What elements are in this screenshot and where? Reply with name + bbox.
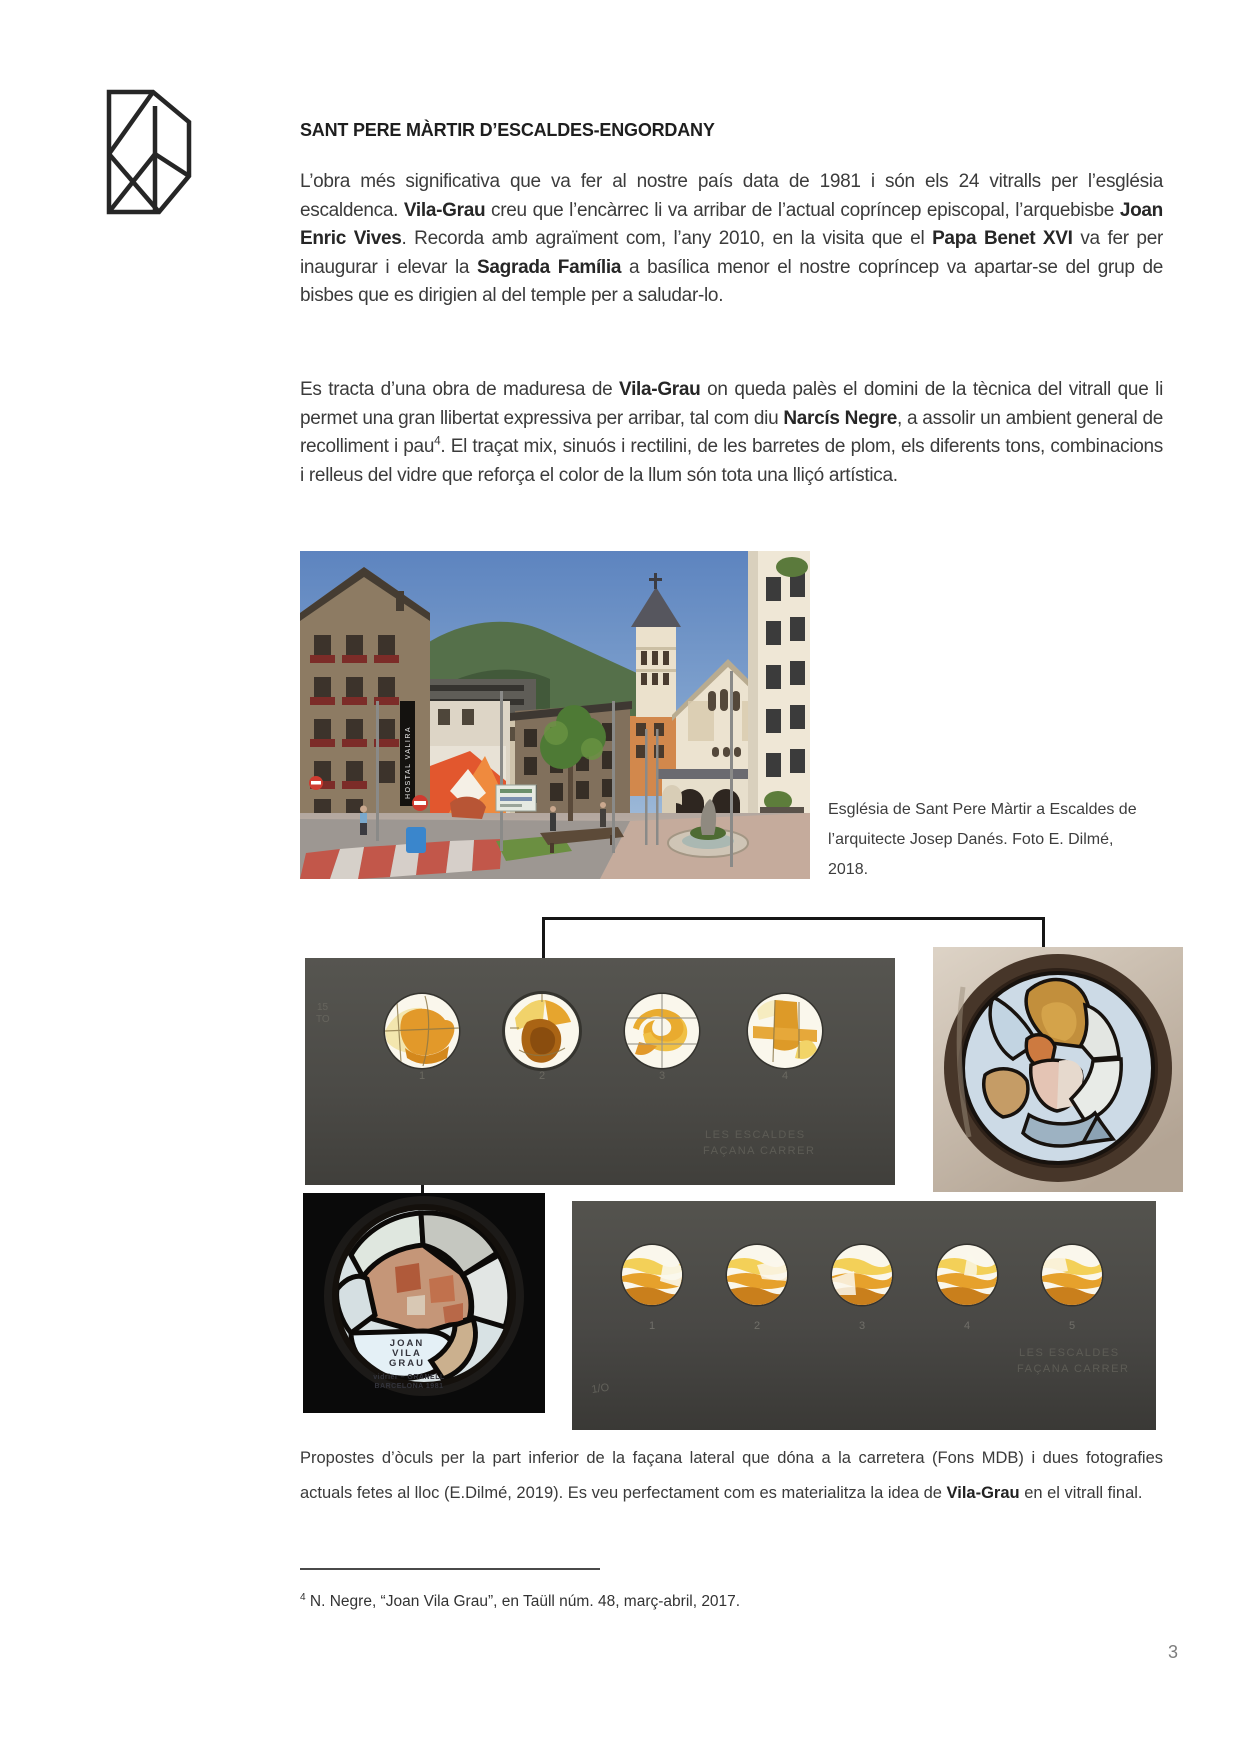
- window-signature-sub: vidrier – GRANELL: [373, 1374, 445, 1381]
- sketch-number: 1: [419, 1070, 426, 1082]
- panel-inscription: FAÇANA CARRER: [703, 1145, 816, 1157]
- footnote-marker: 4: [300, 1592, 306, 1603]
- page-title: SANT PERE MÀRTIR D’ESCALDES-ENGORDANY: [300, 120, 715, 140]
- round-window-photo-interior: [303, 1193, 545, 1413]
- corner-mark: TO: [316, 1014, 330, 1025]
- church-street-photo: [300, 551, 810, 879]
- footnote-rule: [300, 1568, 600, 1570]
- round-window-photo-exterior: [933, 947, 1183, 1192]
- sketch-number: 1: [649, 1320, 656, 1332]
- connector-line-right-vertical: [1042, 917, 1045, 951]
- oculus-sketch-panel-top: [305, 958, 895, 1185]
- publisher-logo: [103, 88, 193, 216]
- paragraph-1: L’obra més significativa que va fer al nostre país data de 1981 i són els 24 vitralls per l’església escaldenca. Vila-Grau creu que l’encàrrec li va arribar de l’actual copríncep episcopal, l’arquebisbe Joan Enric Vives. Recorda amb agraïment com, l’any 2010, en la visita que el Papa Benet XVI va fer per inaugurar i elevar la Sagrada Família a basílica menor el nostre copríncep va apartar-se del grup de bisbes que es dirigien al del temple per a saludar-lo.: [300, 171, 1163, 306]
- corner-mark: 1/O: [590, 1381, 610, 1396]
- geometric-logo-icon: [103, 88, 193, 216]
- footnote-text: N. Negre, “Joan Vila Grau”, en Taüll núm. 48, març-abril, 2017.: [305, 1593, 741, 1611]
- sketch-number: 4: [782, 1070, 789, 1082]
- panel-inscription: LES ESCALDES: [705, 1129, 806, 1141]
- church-photo-caption: Església de Sant Pere Màrtir a Escaldes de l’arquitecte Josep Danés. Foto E. Dilmé, 2018.: [828, 801, 1137, 878]
- connector-line-horizontal: [542, 917, 1045, 920]
- corner-mark: 15: [317, 1002, 329, 1013]
- sketch-number: 4: [964, 1320, 971, 1332]
- sketch-number: 3: [659, 1070, 666, 1082]
- panel-inscription: FAÇANA CARRER: [1017, 1363, 1130, 1375]
- window-signature-sub: BARCELONA 1981: [374, 1383, 444, 1390]
- sketch-number: 3: [859, 1320, 866, 1332]
- panel-inscription: LES ESCALDES: [1019, 1347, 1120, 1359]
- sketch-number: 2: [754, 1320, 761, 1332]
- window-signature: JOAN: [389, 1338, 425, 1349]
- sketch-number: 5: [1069, 1320, 1076, 1332]
- window-signature: GRAU: [389, 1358, 425, 1369]
- paragraph-2: Es tracta d’una obra de maduresa de Vila-Grau on queda palès el domini de la tècnica del vitrall que li permet una gran llibertat expressiva per arribar, tal com diu Narcís Negre, a assolir un ambient general de recolliment i pau$^4$. El traçat mix, sinuós i rectilini, de les barretes de plom, els diferents tons, combinacions i relleus del vidre que reforça el color de la llum són tota una lliçó artística.: [300, 379, 1163, 486]
- oculus-sketch-panel-bottom: [572, 1201, 1156, 1430]
- sketch-number: 2: [539, 1070, 546, 1082]
- footnote: [300, 1592, 1000, 1611]
- window-signature: VILA: [392, 1348, 422, 1359]
- hostal-valira-sign: HOSTAL VALIRA: [405, 725, 412, 799]
- oculus-figures-caption: Propostes d’òculs per la part inferior de la façana lateral que dóna a la carretera (Fons MDB) i dues fotografies actuals fetes al lloc (E.Dilmé, 2019). Es veu perfectament com es materialitza la idea de Vila-Grau en el vitrall final.: [300, 1449, 1163, 1502]
- page-number: 3: [1167, 1642, 1178, 1662]
